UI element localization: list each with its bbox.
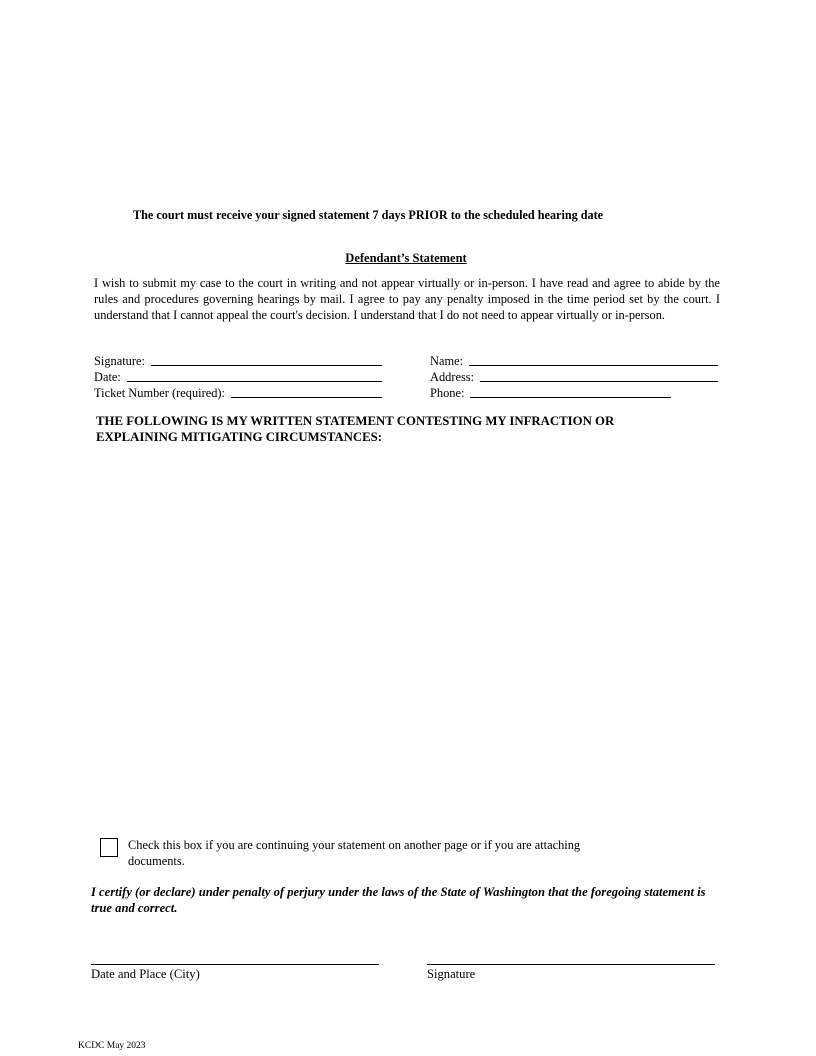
page-title: Defendant’s Statement [345, 251, 467, 265]
form-version-footer: KCDC May 2023 [78, 1041, 146, 1051]
continuation-checkbox-label: Check this box if you are continuing your statement on another page or if you are attaching documents. [128, 838, 581, 868]
phone-field[interactable] [430, 385, 671, 401]
continuation-checkbox[interactable] [100, 838, 118, 857]
date-place-label: Date and Place (City) [91, 967, 200, 981]
date-label: Date: [94, 370, 121, 384]
submission-deadline-notice: The court must receive your signed statement 7 days PRIOR to the scheduled hearing date [133, 208, 604, 222]
address-field[interactable] [430, 369, 718, 385]
bottom-signature-line[interactable] [427, 964, 715, 965]
phone-line[interactable] [470, 386, 671, 398]
name-field[interactable] [430, 353, 718, 369]
name-line[interactable] [469, 354, 718, 366]
ticket-number-label: Ticket Number (required): [94, 386, 225, 400]
perjury-certification: I certify (or declare) under penalty of perjury under the laws of the State of Washington that the foregoing statement is true and correct. [91, 885, 706, 915]
date-place-line[interactable] [91, 964, 379, 965]
ticket-number-line[interactable] [231, 386, 382, 398]
address-label: Address: [430, 370, 475, 384]
bottom-signature-label: Signature [427, 967, 476, 981]
ticket-number-field[interactable] [94, 385, 382, 401]
date-field[interactable] [94, 369, 382, 385]
statement-writing-area[interactable] [94, 450, 720, 825]
intro-paragraph: I wish to submit my case to the court in writing and not appear virtually or in-person. I have read and agree to abide by the rules and procedures governing hearings by mail. I agree to pay any penalty imposed in the time period set by the court. I understand that I cannot appeal the court's decision. I understand that I do not need to appear virtually or in-person. [94, 276, 720, 322]
signature-label: Signature: [94, 354, 145, 368]
address-line[interactable] [480, 370, 718, 382]
written-statement-heading: THE FOLLOWING IS MY WRITTEN STATEMENT CONTESTING MY INFRACTION OR EXPLAINING MITIGATING CIRCUMSTANCES: [96, 414, 615, 444]
signature-field[interactable] [94, 353, 382, 369]
name-label: Name: [430, 354, 464, 368]
date-line[interactable] [127, 370, 382, 382]
phone-label: Phone: [430, 386, 465, 400]
signature-line[interactable] [151, 354, 382, 366]
